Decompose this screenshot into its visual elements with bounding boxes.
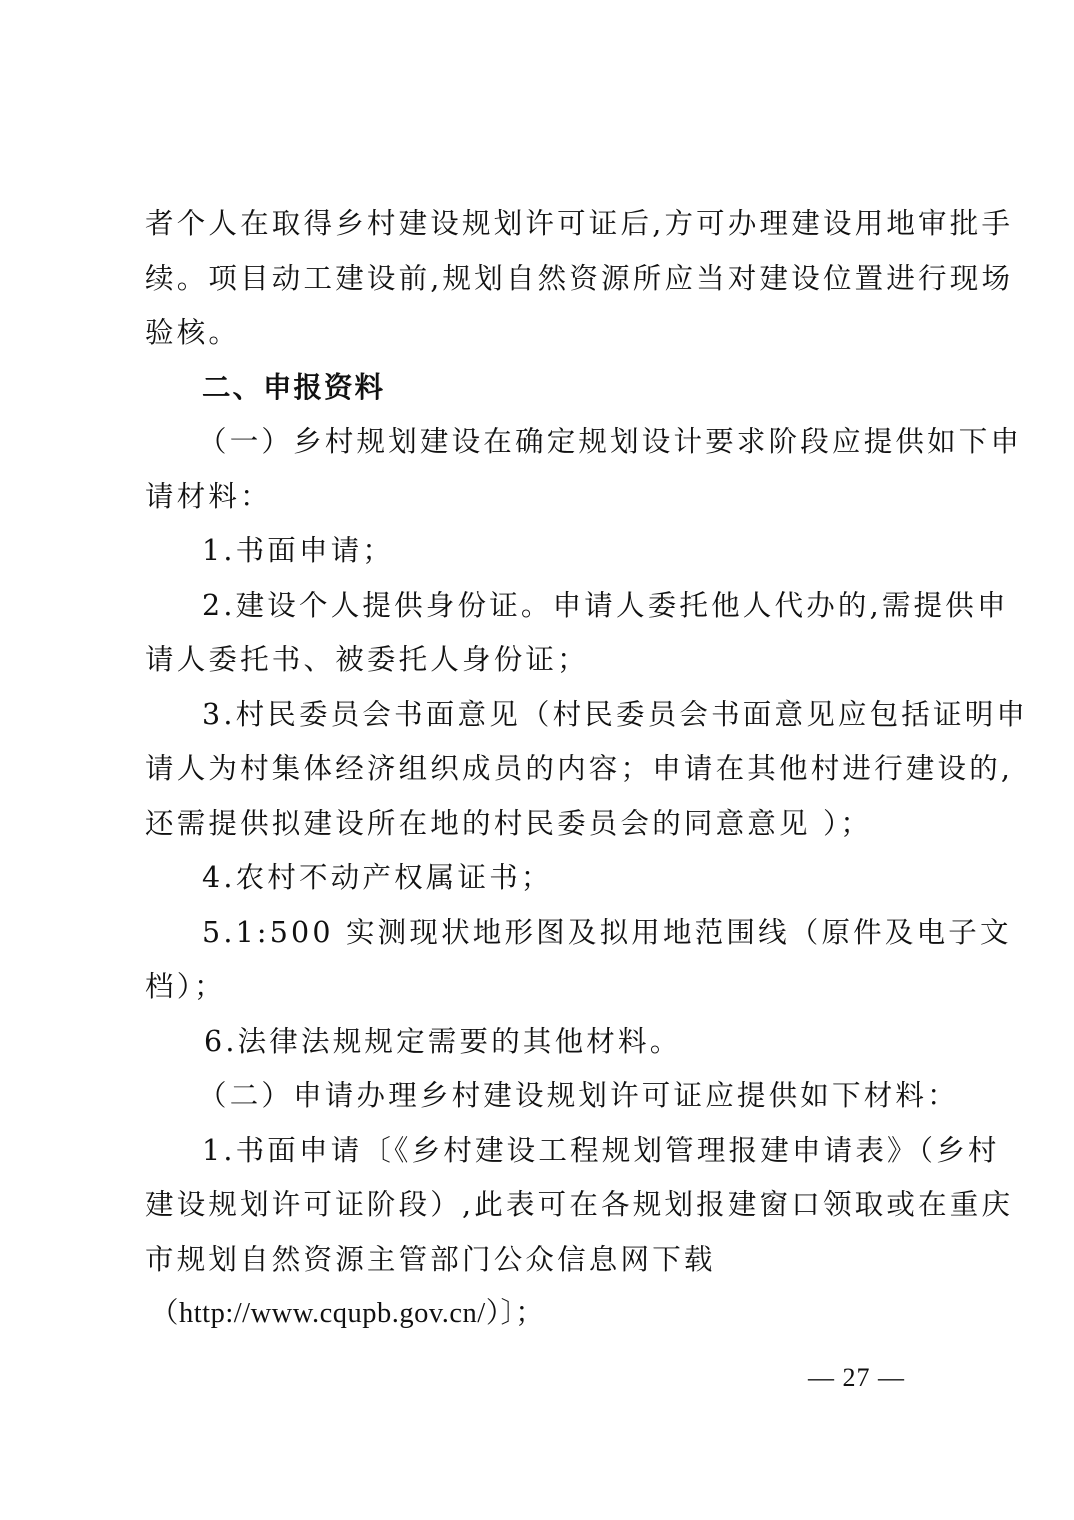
body-text-line: 请材料： bbox=[145, 480, 272, 513]
body-text-line: 者个人在取得乡村建设规划许可证后,方可办理建设用地审批手 bbox=[145, 207, 1014, 240]
page-number: — 27 — bbox=[808, 1363, 905, 1392]
list-item-continuation: 请人为村集体经济组织成员的内容；申请在其他村进行建设的, bbox=[145, 752, 1014, 785]
list-item: 1.书面申请〔《乡村建设工程规划管理报建申请表》（乡村 bbox=[202, 1134, 1000, 1167]
subsection-title-2: （二）申请办理乡村建设规划许可证应提供如下材料： bbox=[198, 1079, 959, 1112]
list-item: 5.1:500 实测现状地形图及拟用地范围线（原件及电子文 bbox=[202, 916, 1012, 949]
list-item-continuation: 档）； bbox=[145, 970, 226, 1003]
body-text-line: 验核。 bbox=[145, 316, 241, 349]
list-item: 4.农村不动产权属证书； bbox=[202, 861, 553, 894]
section-heading: 二、申报资料 bbox=[202, 371, 386, 404]
list-item: 3.村民委员会书面意见（村民委员会书面意见应包括证明申 bbox=[202, 698, 1029, 731]
list-item-continuation: 建设规划许可证阶段）,此表可在各规划报建窗口领取或在重庆 bbox=[145, 1188, 1014, 1221]
url-line: （http://www.cqupb.gov.cn/）〕； bbox=[150, 1298, 545, 1329]
list-item-continuation: 市规划自然资源主管部门公众信息网下载 bbox=[145, 1243, 716, 1276]
list-item-continuation: 还需提供拟建设所在地的村民委员会的同意意见 ）； bbox=[145, 807, 873, 840]
body-text-line: 续。项目动工建设前,规划自然资源所应当对建设位置进行现场 bbox=[145, 262, 1014, 295]
list-item: 2.建设个人提供身份证。申请人委托他人代办的,需提供申 bbox=[202, 589, 1009, 622]
list-item: 1.书面申请； bbox=[202, 534, 395, 567]
list-item-continuation: 请人委托书、被委托人身份证； bbox=[145, 643, 589, 676]
subsection-title-1: （一）乡村规划建设在确定规划设计要求阶段应提供如下申 bbox=[198, 425, 1023, 458]
list-item: 6.法律法规规定需要的其他材料。 bbox=[204, 1025, 682, 1058]
